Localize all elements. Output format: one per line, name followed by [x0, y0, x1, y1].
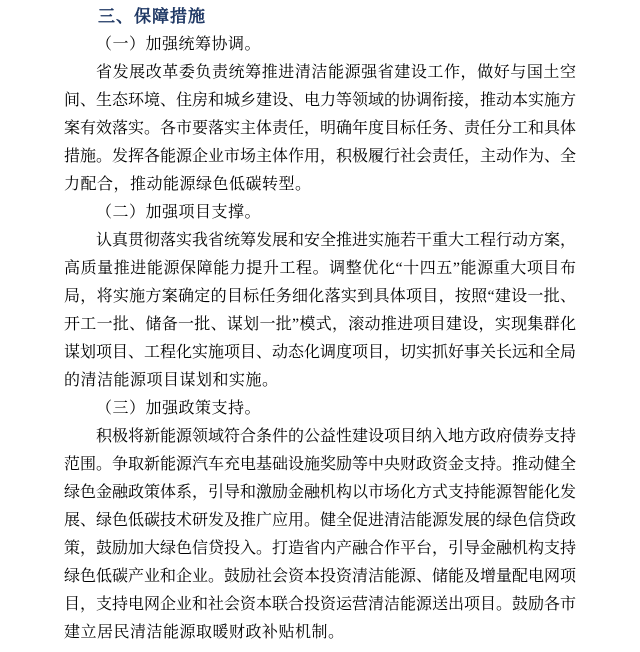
text-line: 认真贯彻落实我省统筹发展和安全推进实施若干重大工程行动方案，	[96, 232, 577, 249]
text-line: 策，鼓励加大绿色信贷投入。打造省内产融合作平台，引导金融机构支持	[64, 540, 577, 557]
text-line: 范围。争取新能源汽车充电基础设施奖励等中央财政资金支持。推动健全	[64, 456, 577, 473]
text-line: 的清洁能源项目谋划和实施。	[64, 372, 279, 389]
text-line: （二）加强项目支撑。	[96, 204, 262, 221]
text-line: 开工一批、储备一批、谋划一批”模式，滚动推进项目建设，实现集群化	[64, 316, 576, 333]
text-line: 积极将新能源领域符合条件的公益性建设项目纳入地方政府债券支持	[96, 428, 577, 445]
document-body	[64, 31, 576, 647]
text-line: 省发展改革委负责统筹推进清洁能源强省建设工作，做好与国土空	[96, 64, 576, 81]
text-line: （三）加强政策支持。	[96, 400, 262, 417]
text-line: 力配合，推动能源绿色低碳转型。	[64, 176, 312, 193]
text-line: 局，将实施方案确定的目标任务细化落实到具体项目，按照“建设一批、	[64, 288, 576, 305]
text-line: 绿色低碳产业和企业。鼓励社会资本投资清洁能源、储能及增量配电网项	[64, 568, 577, 585]
text-block	[64, 3, 576, 647]
text-line: 间、生态环境、住房和城乡建设、电力等领域的协调衔接，推动本实施方	[64, 92, 577, 109]
text-line: 展、绿色低碳技术研发及推广应用。健全促进清洁能源发展的绿色信贷政	[64, 512, 577, 529]
text-line: 绿色金融政策体系，引导和激励金融机构以市场化方式支持能源智能化发	[64, 484, 577, 501]
text-line: （一）加强统筹协调。	[96, 36, 262, 53]
text-line: 措施。发挥各能源企业市场主体作用，积极履行社会责任，主动作为、全	[64, 148, 577, 165]
text-line: 案有效落实。各市要落实主体责任，明确年度目标任务、责任分工和具体	[64, 120, 577, 137]
section-heading: 三、保障措施	[98, 7, 206, 26]
text-line: 谋划项目、工程化实施项目、动态化调度项目，切实抓好事关长远和全局	[64, 344, 577, 361]
text-line: 目，支持电网企业和社会资本联合投资运营清洁能源送出项目。鼓励各市	[64, 596, 577, 613]
text-line: 建立居民清洁能源取暖财政补贴机制。	[64, 624, 345, 641]
text-line: 高质量推进能源保障能力提升工程。调整优化“十四五”能源重大项目布	[64, 260, 576, 277]
